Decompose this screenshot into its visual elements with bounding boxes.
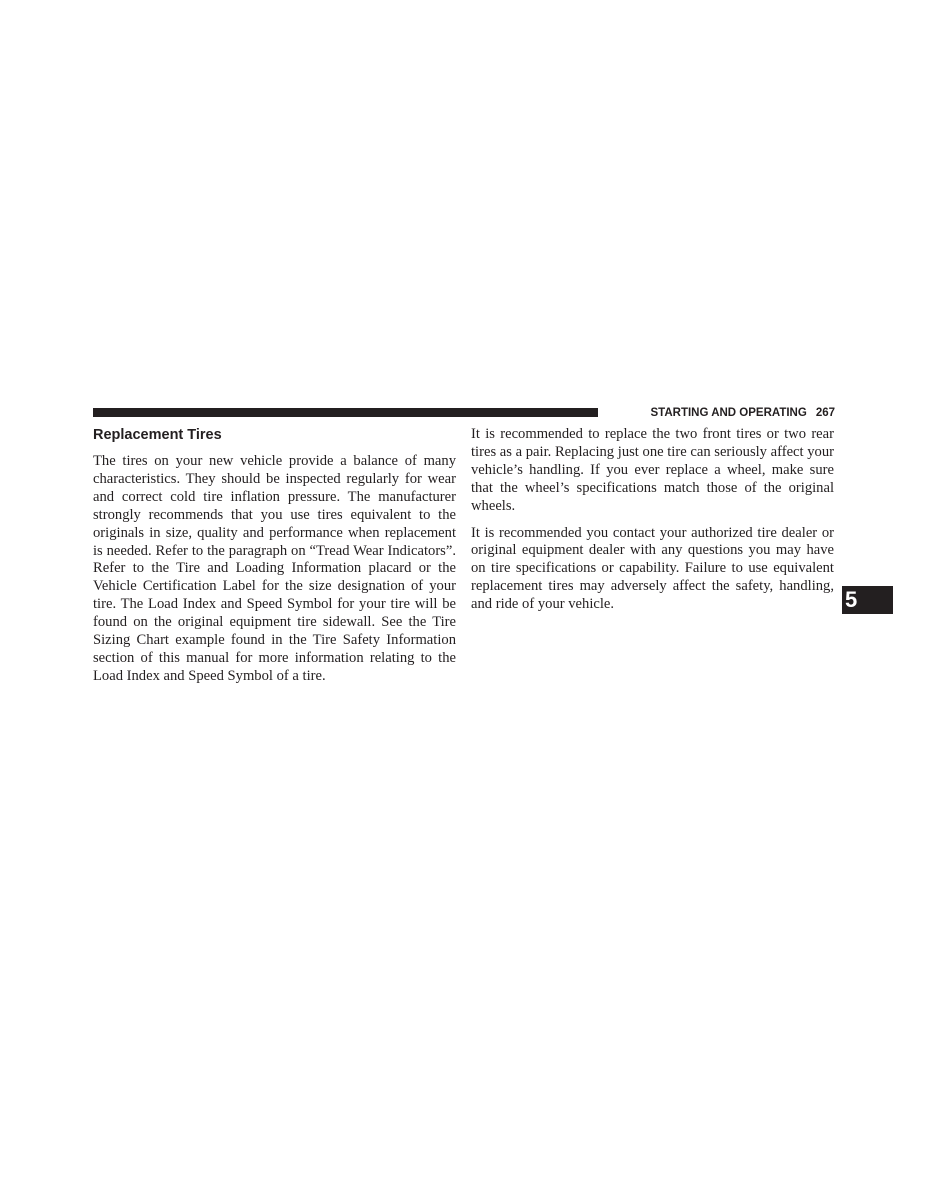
body-paragraph: It is recommended you contact your authorized tire dealer or original equipment dealer with any questions you may have on tire specifications or capability. Failure to use equivalent replacement tires may adversely affect the safety, handling, and ride of your vehicle. [471, 524, 834, 613]
running-head [606, 405, 835, 421]
body-paragraph: It is recommended to replace the two front tires or two rear tires as a pair. Replacing just one tire can seriously affect your vehicle’s handling. If you ever replace a wheel, make sure that the wheel’s specifications match those of the original wheels. [471, 426, 834, 514]
section-heading: Replacement Tires [93, 427, 222, 443]
right-column [471, 426, 834, 614]
page-number: 267 [815, 407, 835, 419]
left-column [93, 426, 456, 686]
header-rule [93, 408, 598, 417]
body-paragraph: The tires on your new vehicle provide a balance of many characteristics. They should be inspected regularly for wear and correct cold tire inflation pressure. The manufacturer strongly recommends that you use tires equivalent to the originals in size, quality and performance when replacement is needed. Refer to the paragraph on “Tread Wear Indicators”. Refer to the Tire and Loading Information placard or the Vehicle Certification Label for the size designation of your tire. The Load Index and Speed Symbol for your tire will be found on the original equipment tire sidewall. See the Tire Sizing Chart example found in the Tire Safety Information section of this manual for more information relating to the Load Index and Speed Symbol of a tire. [93, 453, 456, 684]
section-title: STARTING AND OPERATING [650, 407, 807, 419]
chapter-tab: 5 [842, 586, 893, 614]
